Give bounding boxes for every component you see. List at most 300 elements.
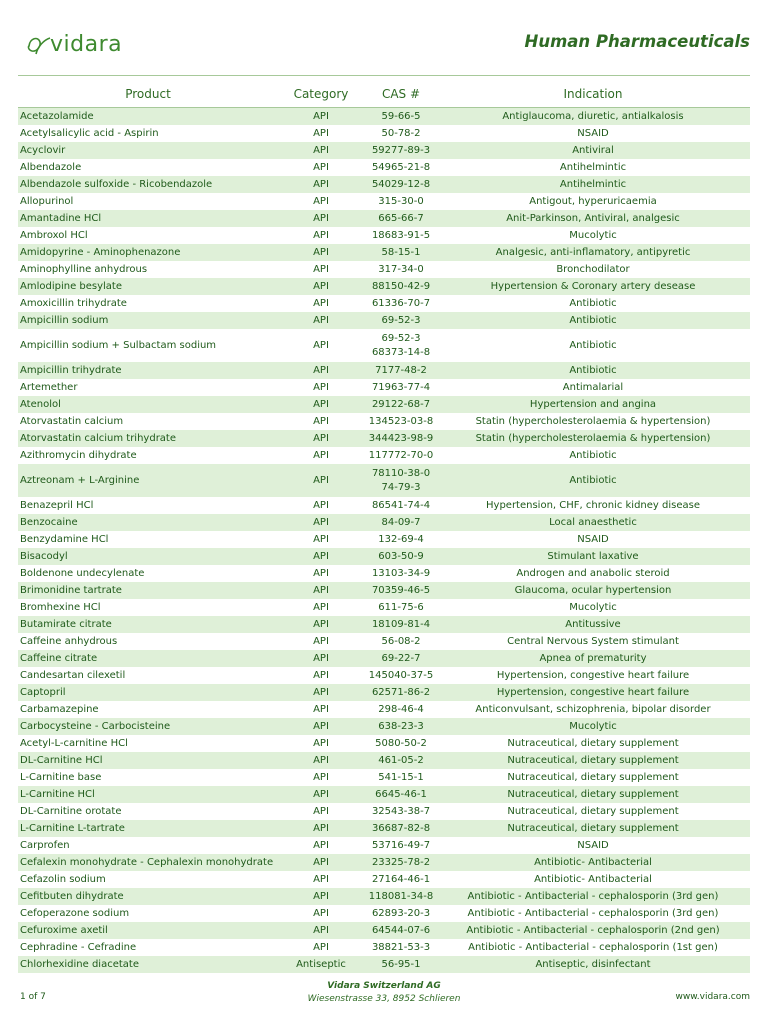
cas-number xyxy=(366,381,436,395)
cas-number xyxy=(366,332,436,360)
cas-number xyxy=(366,703,436,717)
table-row xyxy=(18,599,750,616)
indication: Androgen and anabolic steroid xyxy=(516,567,670,579)
indication: Statin (hypercholesterolaemia & hypertension) xyxy=(475,415,711,427)
product-name: Boldenone undecylenate xyxy=(20,567,145,579)
product-category: API xyxy=(313,771,329,783)
cas-number-line: 117772-70-0 xyxy=(368,449,434,461)
cas-number xyxy=(366,652,436,666)
product-name: Carbamazepine xyxy=(20,703,99,715)
indication: Antibiotic xyxy=(569,364,617,376)
page-number: 1 of 7 xyxy=(20,992,46,1002)
table-row xyxy=(18,497,750,514)
indication: Antigout, hyperuricaemia xyxy=(529,195,657,207)
cas-number xyxy=(366,280,436,294)
indication: Anticonvulsant, schizophrenia, bipolar disorder xyxy=(475,703,711,715)
cas-number xyxy=(366,567,436,581)
cas-number-line: 50-78-2 xyxy=(381,127,421,139)
cas-number xyxy=(366,246,436,260)
product-category: API xyxy=(313,805,329,817)
product-name: Amantadine HCl xyxy=(20,212,102,224)
cas-number-line: 638-23-3 xyxy=(378,720,424,732)
cas-number-line: 53716-49-7 xyxy=(371,839,431,851)
cas-number-line: 541-15-1 xyxy=(378,771,424,783)
cas-number xyxy=(366,788,436,802)
product-category: API xyxy=(313,737,329,749)
product-name: Ampicillin sodium + Sulbactam sodium xyxy=(20,339,217,351)
cas-number xyxy=(366,229,436,243)
cas-number-line: 461-05-2 xyxy=(378,754,424,766)
indication: Hypertension, congestive heart failure xyxy=(496,669,690,681)
cas-number-line: 69-52-3 xyxy=(381,332,421,344)
indication: Bronchodilator xyxy=(556,263,630,275)
table-row xyxy=(18,735,750,752)
product-category: API xyxy=(313,584,329,596)
product-name: Benzocaine xyxy=(20,516,78,528)
cas-number-line: 74-79-3 xyxy=(381,481,421,493)
product-name: Acetazolamide xyxy=(20,110,94,122)
cas-number xyxy=(366,686,436,700)
table-row xyxy=(18,820,750,837)
table-row xyxy=(18,142,750,159)
cas-number-line: 71963-77-4 xyxy=(371,381,431,393)
indication: Nutraceutical, dietary supplement xyxy=(507,788,679,800)
cas-number-line: 7177-48-2 xyxy=(375,364,427,376)
cas-number xyxy=(366,618,436,632)
table-row xyxy=(18,362,750,379)
product-category: API xyxy=(313,924,329,936)
indication: Antibiotic xyxy=(569,297,617,309)
indication: Glaucoma, ocular hypertension xyxy=(514,584,672,596)
indication: Statin (hypercholesterolaemia & hypertension) xyxy=(475,432,711,444)
table-row xyxy=(18,379,750,396)
footer-address-block xyxy=(0,980,768,1006)
indication: Antibiotic xyxy=(569,474,617,486)
table-row xyxy=(18,565,750,582)
product-category: API xyxy=(313,246,329,258)
indication: Nutraceutical, dietary supplement xyxy=(507,737,679,749)
cas-number-line: 315-30-0 xyxy=(378,195,424,207)
table-row xyxy=(18,531,750,548)
product-category: API xyxy=(313,144,329,156)
product-name: L-Carnitine HCl xyxy=(20,788,95,800)
indication: Antihelmintic xyxy=(559,178,627,190)
cas-number-line: 603-50-9 xyxy=(378,550,424,562)
cas-number-line: 59-66-5 xyxy=(381,110,421,122)
table-row xyxy=(18,837,750,854)
cas-number xyxy=(366,432,436,446)
cas-number xyxy=(366,364,436,378)
table-row xyxy=(18,210,750,227)
product-name: Atenolol xyxy=(20,398,61,410)
indication: Antihelmintic xyxy=(559,161,627,173)
cas-number-line: 38821-53-3 xyxy=(371,941,431,953)
product-name: Amoxicillin trihydrate xyxy=(20,297,127,309)
cas-number xyxy=(366,195,436,209)
cas-number-line: 62893-20-3 xyxy=(371,907,431,919)
table-row xyxy=(18,650,750,667)
product-category: API xyxy=(313,550,329,562)
cas-number-line: 36687-82-8 xyxy=(371,822,431,834)
cas-number-line: 298-46-4 xyxy=(378,703,424,715)
table-row xyxy=(18,888,750,905)
table-row xyxy=(18,616,750,633)
product-category: API xyxy=(313,839,329,851)
cas-number-line: 18109-81-4 xyxy=(371,618,431,630)
cas-number-line: 32543-38-7 xyxy=(371,805,431,817)
product-name: Acyclovir xyxy=(20,144,66,156)
table-row xyxy=(18,464,750,497)
product-category: API xyxy=(313,127,329,139)
product-category: API xyxy=(313,567,329,579)
website-link[interactable]: www.vidara.com xyxy=(675,992,750,1002)
cas-number-line: 54029-12-8 xyxy=(371,178,431,190)
product-category: API xyxy=(313,381,329,393)
cas-number xyxy=(366,720,436,734)
cas-number xyxy=(366,415,436,429)
product-name: Artemether xyxy=(20,381,78,393)
product-name: Bromhexine HCl xyxy=(20,601,101,613)
product-category: API xyxy=(313,110,329,122)
table-row xyxy=(18,701,750,718)
product-category: API xyxy=(313,432,329,444)
product-category: API xyxy=(313,873,329,885)
product-category: API xyxy=(313,754,329,766)
product-name: DL-Carnitine orotate xyxy=(20,805,122,817)
vidara-logo xyxy=(26,30,122,60)
cas-number xyxy=(366,212,436,226)
indication: Antiviral xyxy=(572,144,614,156)
product-name: Aztreonam + L-Arginine xyxy=(20,474,140,486)
cas-number xyxy=(366,907,436,921)
indication: Hypertension & Coronary artery desease xyxy=(490,280,696,292)
cas-number-line: 69-22-7 xyxy=(381,652,421,664)
table-row xyxy=(18,261,750,278)
product-category: API xyxy=(313,364,329,376)
product-name: Chlorhexidine diacetate xyxy=(20,958,139,970)
page-header xyxy=(18,26,750,76)
cas-number-line: 62571-86-2 xyxy=(371,686,431,698)
cas-number-line: 13103-34-9 xyxy=(371,567,431,579)
table-row xyxy=(18,227,750,244)
product-name: Ampicillin trihydrate xyxy=(20,364,122,376)
indication: Mucolytic xyxy=(569,720,617,732)
cas-number-line: 5080-50-2 xyxy=(375,737,427,749)
column-header-category: Category xyxy=(293,86,349,101)
table-row xyxy=(18,312,750,329)
cas-number-line: 86541-74-4 xyxy=(371,499,431,511)
product-category: API xyxy=(313,229,329,241)
product-category: API xyxy=(313,788,329,800)
product-category: API xyxy=(313,499,329,511)
table-row xyxy=(18,939,750,956)
product-category: API xyxy=(313,195,329,207)
table-header xyxy=(18,80,750,108)
footer-address: Wiesenstrasse 33, 8952 Schlieren xyxy=(307,994,461,1004)
indication: Antibiotic - Antibacterial - cephalosporin (2nd gen) xyxy=(466,924,720,936)
cas-number xyxy=(366,669,436,683)
indication: Hypertension, congestive heart failure xyxy=(496,686,690,698)
indication: Antibiotic xyxy=(569,314,617,326)
product-category: API xyxy=(313,686,329,698)
table-row xyxy=(18,803,750,820)
product-category: API xyxy=(313,161,329,173)
product-category: API xyxy=(313,415,329,427)
cas-number xyxy=(366,449,436,463)
cas-number-line: 6645-46-1 xyxy=(375,788,427,800)
cas-number-line: 18683-91-5 xyxy=(371,229,431,241)
logo-text: vidara xyxy=(50,32,123,57)
table-row xyxy=(18,295,750,312)
indication: Antibiotic - Antibacterial - cephalosporin (3rd gen) xyxy=(467,907,719,919)
table-row xyxy=(18,786,750,803)
column-header-indication: Indication xyxy=(563,86,623,101)
cas-number xyxy=(366,127,436,141)
table-row xyxy=(18,667,750,684)
product-category: API xyxy=(313,339,329,351)
product-category: API xyxy=(313,703,329,715)
indication: Mucolytic xyxy=(569,229,617,241)
product-category: API xyxy=(313,263,329,275)
document-title: Human Pharmaceuticals xyxy=(524,32,750,51)
cas-number-line: 84-09-7 xyxy=(381,516,421,528)
cas-number-line: 54965-21-8 xyxy=(371,161,431,173)
indication: Antiglaucoma, diuretic, antialkalosis xyxy=(502,110,684,122)
cas-number-line: 88150-42-9 xyxy=(371,280,431,292)
cas-number-line: 78110-38-0 xyxy=(371,467,431,479)
table-row xyxy=(18,871,750,888)
indication: Antiseptic, disinfectant xyxy=(535,958,651,970)
product-name: Albendazole sulfoxide - Ricobendazole xyxy=(20,178,213,190)
indication: Nutraceutical, dietary supplement xyxy=(507,805,679,817)
indication: Nutraceutical, dietary supplement xyxy=(507,822,679,834)
cas-number-line: 665-66-7 xyxy=(378,212,424,224)
cas-number xyxy=(366,601,436,615)
cas-number xyxy=(366,314,436,328)
product-name: Bisacodyl xyxy=(20,550,68,562)
indication: NSAID xyxy=(577,839,609,851)
indication: Apnea of prematurity xyxy=(539,652,647,664)
cas-number xyxy=(366,161,436,175)
product-category: API xyxy=(313,601,329,613)
table-row xyxy=(18,125,750,142)
cas-number xyxy=(366,771,436,785)
product-name: Ambroxol HCl xyxy=(20,229,88,241)
product-category: API xyxy=(313,533,329,545)
indication: Antibiotic- Antibacterial xyxy=(534,856,652,868)
cas-number xyxy=(366,467,436,495)
table-row xyxy=(18,684,750,701)
cas-number-line: 61336-70-7 xyxy=(371,297,431,309)
product-name: Brimonidine tartrate xyxy=(20,584,122,596)
table-row xyxy=(18,430,750,447)
product-category: API xyxy=(313,618,329,630)
indication: Antitussive xyxy=(565,618,621,630)
table-row xyxy=(18,905,750,922)
table-row xyxy=(18,396,750,413)
indication: Central Nervous System stimulant xyxy=(507,635,679,647)
cas-number xyxy=(366,635,436,649)
table-row xyxy=(18,956,750,973)
product-category: API xyxy=(313,280,329,292)
product-name: Amidopyrine - Aminophenazone xyxy=(20,246,181,258)
cas-number-line: 59277-89-3 xyxy=(371,144,431,156)
product-category: API xyxy=(313,297,329,309)
product-name: Carbocysteine - Carbocisteine xyxy=(20,720,171,732)
indication: NSAID xyxy=(577,127,609,139)
product-name: Aminophylline anhydrous xyxy=(20,263,148,275)
cas-number xyxy=(366,958,436,972)
product-name: Azithromycin dihydrate xyxy=(20,449,137,461)
product-name: Cefitbuten dihydrate xyxy=(20,890,124,902)
product-category: API xyxy=(313,669,329,681)
product-category: API xyxy=(313,652,329,664)
indication: Stimulant laxative xyxy=(547,550,639,562)
product-name: L-Carnitine L-tartrate xyxy=(20,822,125,834)
product-category: API xyxy=(313,474,329,486)
indication: NSAID xyxy=(577,533,609,545)
cas-number xyxy=(366,873,436,887)
cas-number xyxy=(366,941,436,955)
cas-number xyxy=(366,839,436,853)
product-name: Candesartan cilexetil xyxy=(20,669,126,681)
table-row xyxy=(18,854,750,871)
product-category: API xyxy=(313,212,329,224)
product-category: API xyxy=(313,907,329,919)
product-name: Acetylsalicylic acid - Aspirin xyxy=(20,127,159,139)
cas-number-line: 611-75-6 xyxy=(378,601,424,613)
column-header-product: Product xyxy=(125,86,171,101)
product-name: Cefalexin monohydrate - Cephalexin monohydrate xyxy=(20,856,274,868)
table-row xyxy=(18,244,750,261)
indication: Mucolytic xyxy=(569,601,617,613)
cas-number xyxy=(366,890,436,904)
table-row xyxy=(18,176,750,193)
product-category: API xyxy=(313,398,329,410)
product-category: API xyxy=(313,449,329,461)
product-category: API xyxy=(313,890,329,902)
product-name: Cefoperazone sodium xyxy=(20,907,130,919)
product-name: Caffeine anhydrous xyxy=(20,635,118,647)
cas-number xyxy=(366,805,436,819)
product-category: API xyxy=(313,941,329,953)
product-table xyxy=(18,108,750,973)
cas-number xyxy=(366,263,436,277)
indication: Antibiotic xyxy=(569,449,617,461)
table-row xyxy=(18,159,750,176)
indication: Local anaesthetic xyxy=(549,516,637,528)
vidara-leaf-icon xyxy=(26,32,52,58)
cas-number xyxy=(366,822,436,836)
product-name: Cefazolin sodium xyxy=(20,873,106,885)
footer-company: Vidara Switzerland AG xyxy=(327,981,441,991)
table-row xyxy=(18,108,750,125)
indication: Antimalarial xyxy=(562,381,624,393)
product-name: Atorvastatin calcium trihydrate xyxy=(20,432,177,444)
product-name: Cefuroxime axetil xyxy=(20,924,108,936)
indication: Hypertension and angina xyxy=(529,398,657,410)
cas-number xyxy=(366,499,436,513)
indication: Antibiotic - Antibacterial - cephalosporin (3rd gen) xyxy=(467,890,719,902)
cas-number xyxy=(366,754,436,768)
cas-number xyxy=(366,737,436,751)
product-name: Benazepril HCl xyxy=(20,499,94,511)
product-name: Acetyl-L-carnitine HCl xyxy=(20,737,128,749)
table-row xyxy=(18,548,750,565)
cas-number-line: 56-08-2 xyxy=(381,635,421,647)
product-name: DL-Carnitine HCl xyxy=(20,754,103,766)
indication: Nutraceutical, dietary supplement xyxy=(507,754,679,766)
product-name: Albendazole xyxy=(20,161,82,173)
product-category: API xyxy=(313,720,329,732)
table-row xyxy=(18,329,750,362)
table-row xyxy=(18,447,750,464)
product-category: API xyxy=(313,314,329,326)
cas-number xyxy=(366,178,436,192)
table-row xyxy=(18,922,750,939)
indication: Hypertension, CHF, chronic kidney disease xyxy=(486,499,700,511)
cas-number xyxy=(366,144,436,158)
cas-number xyxy=(366,110,436,124)
table-row xyxy=(18,769,750,786)
cas-number-line: 56-95-1 xyxy=(381,958,421,970)
cas-number-line: 29122-68-7 xyxy=(371,398,431,410)
product-name: Caffeine citrate xyxy=(20,652,98,664)
product-name: Amlodipine besylate xyxy=(20,280,123,292)
table-row xyxy=(18,278,750,295)
product-name: Benzydamine HCl xyxy=(20,533,109,545)
product-category: API xyxy=(313,635,329,647)
cas-number xyxy=(366,297,436,311)
cas-number xyxy=(366,398,436,412)
cas-number-line: 68373-14-8 xyxy=(371,346,431,358)
product-name: Allopurinol xyxy=(20,195,74,207)
product-category: Antiseptic xyxy=(296,958,346,970)
table-row xyxy=(18,413,750,430)
product-name: Captopril xyxy=(20,686,66,698)
product-name: L-Carnitine base xyxy=(20,771,102,783)
cas-number-line: 70359-46-5 xyxy=(371,584,431,596)
cas-number xyxy=(366,924,436,938)
cas-number xyxy=(366,856,436,870)
table-row xyxy=(18,718,750,735)
cas-number-line: 145040-37-5 xyxy=(368,669,434,681)
cas-number-line: 58-15-1 xyxy=(381,246,421,258)
table-row xyxy=(18,514,750,531)
indication: Anit-Parkinson, Antiviral, analgesic xyxy=(506,212,680,224)
table-row xyxy=(18,752,750,769)
product-name: Cephradine - Cefradine xyxy=(20,941,137,953)
cas-number xyxy=(366,550,436,564)
product-category: API xyxy=(313,856,329,868)
product-category: API xyxy=(313,822,329,834)
cas-number-line: 118081-34-8 xyxy=(368,890,434,902)
cas-number-line: 27164-46-1 xyxy=(371,873,431,885)
product-name: Butamirate citrate xyxy=(20,618,112,630)
cas-number xyxy=(366,516,436,530)
indication: Antibiotic- Antibacterial xyxy=(534,873,652,885)
table-row xyxy=(18,193,750,210)
cas-number-line: 23325-78-2 xyxy=(371,856,431,868)
indication: Nutraceutical, dietary supplement xyxy=(507,771,679,783)
product-category: API xyxy=(313,516,329,528)
cas-number-line: 317-34-0 xyxy=(378,263,424,275)
indication: Antibiotic xyxy=(569,339,617,351)
product-name: Atorvastatin calcium xyxy=(20,415,124,427)
cas-number-line: 132-69-4 xyxy=(378,533,424,545)
indication: Antibiotic - Antibacterial - cephalosporin (1st gen) xyxy=(468,941,718,953)
table-row xyxy=(18,582,750,599)
